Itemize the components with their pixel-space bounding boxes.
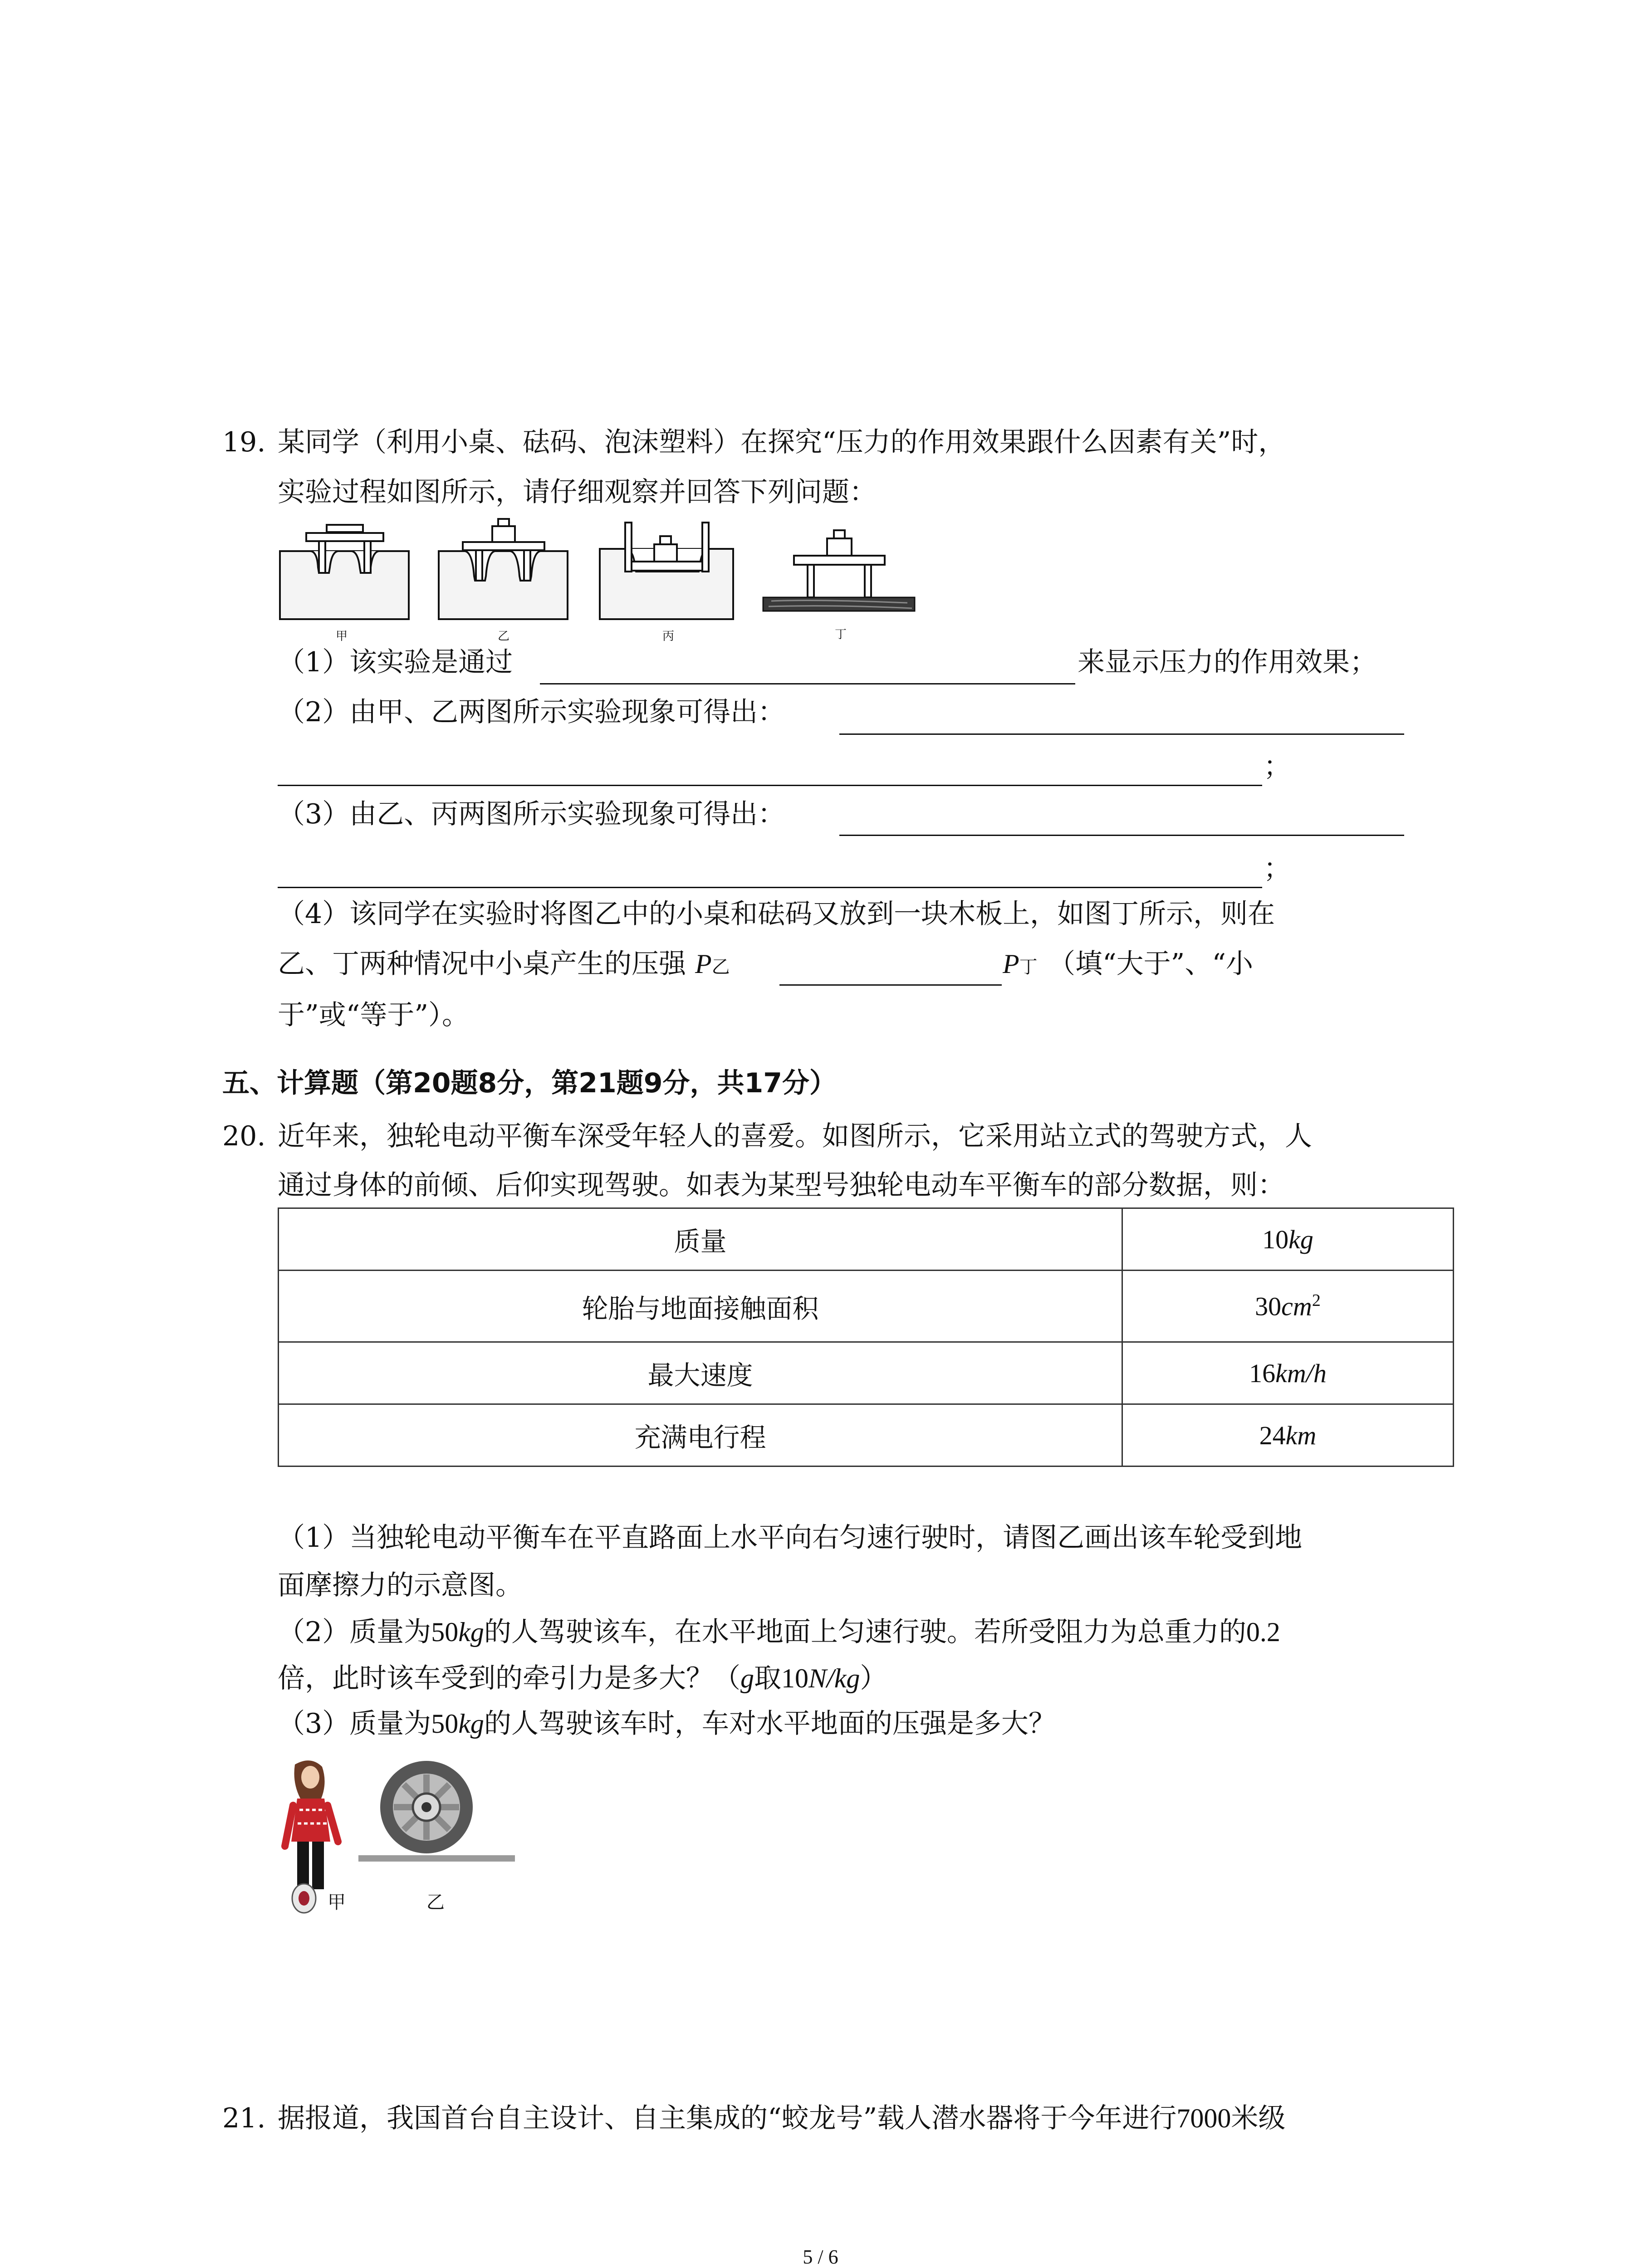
q19-p4-line2-prefix: 乙、丁两种情况中小桌产生的压强 xyxy=(278,948,686,980)
figure-wheel-label: 乙 xyxy=(426,1892,445,1913)
q19-p2-prefix: （2）由甲、乙两图所示实验现象可得出： xyxy=(278,696,785,728)
figure-bing xyxy=(599,522,735,621)
q19-p1-blank[interactable] xyxy=(540,683,1075,684)
value-superscript: 2 xyxy=(1312,1291,1321,1310)
table-cell-value xyxy=(1122,1208,1454,1271)
q21-stem-b: 米级 xyxy=(1231,2102,1286,2134)
q20-p2-a: （2）质量为 xyxy=(278,1616,431,1648)
q19-p3-blank-b[interactable] xyxy=(278,887,1262,888)
q20-p2-g: g xyxy=(740,1663,754,1693)
table-cell-label: 轮胎与地面接触面积 xyxy=(279,1271,1122,1342)
q19-p2-blank-b[interactable] xyxy=(278,785,1262,786)
q20-p1-line1: （1）当独轮电动平衡车在平直路面上水平向右匀速行驶时，请图乙画出该车轮受到地 xyxy=(278,1522,1303,1554)
p-subscript-ding: 丁 xyxy=(1019,957,1038,978)
figure-jia xyxy=(279,524,411,621)
value-unit: km xyxy=(1285,1420,1317,1450)
q19-p4-line1: （4）该同学在实验时将图乙中的小桌和砝码又放到一块木板上，如图丁所示，则在 xyxy=(278,898,1275,930)
q19-p1-suffix: 来显示压力的作用效果； xyxy=(1078,646,1377,678)
q20-p2-line2-c: ） xyxy=(860,1662,887,1694)
table-cell-value xyxy=(1122,1342,1454,1404)
value-unit: km/h xyxy=(1275,1358,1327,1388)
q20-p2-line2-b: 取 xyxy=(754,1662,781,1694)
q19-p4-line2-suffix: （填“大于”、“小 xyxy=(1048,948,1254,980)
q21-stem-a: 据报道，我国首台自主设计、自主集成的“蛟龙号”载人潜水器将于今年进行 xyxy=(278,2102,1177,2134)
q20-p2-line2 xyxy=(278,1662,887,1694)
p-yi-symbol xyxy=(695,950,730,981)
q19-p3-blank-a[interactable] xyxy=(839,835,1404,836)
p-subscript-yi: 乙 xyxy=(711,957,730,978)
value-unit: kg xyxy=(1288,1224,1313,1254)
q21-stem-num: 7000 xyxy=(1176,2103,1231,2133)
q21-stem xyxy=(278,2102,1286,2134)
figure-bing-label: 丙 xyxy=(662,630,675,643)
q20-p2-gunit: N/kg xyxy=(808,1663,860,1693)
q19-stem-line1: 某同学（利用小桌、砝码、泡沫塑料）在探究“压力的作用效果跟什么因素有关”时， xyxy=(278,426,1286,458)
table-row xyxy=(279,1404,1454,1466)
q20-p2-line1 xyxy=(278,1618,1280,1646)
q20-stem-line1: 近年来，独轮电动平衡车深受年轻人的喜爱。如图所示，它采用站立式的驾驶方式，人 xyxy=(278,1120,1312,1152)
figure-yi-label: 乙 xyxy=(498,630,510,643)
p-ding-symbol xyxy=(1003,950,1038,981)
section5-title: 五、计算题（第20题8分，第21题9分，共17分） xyxy=(222,1067,837,1099)
table-cell-label: 质量 xyxy=(279,1208,1122,1271)
p-symbol-2: P xyxy=(1003,949,1019,979)
q19-p2-blank-a[interactable] xyxy=(839,733,1404,735)
table-cell-value xyxy=(1122,1404,1454,1466)
q20-p2-unit: kg xyxy=(458,1617,484,1647)
figure-wheel xyxy=(358,1760,515,1869)
table-row xyxy=(279,1342,1454,1404)
value-number: 10 xyxy=(1262,1224,1289,1254)
table-row xyxy=(279,1208,1454,1271)
q20-number: 20. xyxy=(222,1120,266,1152)
q19-p3-prefix: （3）由乙、丙两图所示实验现象可得出： xyxy=(278,798,785,830)
value-number: 24 xyxy=(1259,1420,1286,1450)
q20-p1-line2: 面摩擦力的示意图。 xyxy=(278,1569,523,1601)
q19-number: 19. xyxy=(222,426,266,458)
figure-jia-label: 甲 xyxy=(336,630,348,643)
q19-p4-line3: 于”或“等于”）。 xyxy=(278,999,470,1031)
table-cell-label: 最大速度 xyxy=(279,1342,1122,1404)
figure-ding xyxy=(762,519,916,612)
q20-stem-line2: 通过身体的前倾、后仰实现驾驶。如表为某型号独轮电动车平衡车的部分数据，则： xyxy=(278,1169,1285,1201)
table-cell-label: 充满电行程 xyxy=(279,1404,1122,1466)
q20-p3-a: （3）质量为 xyxy=(278,1708,431,1740)
figure-yi xyxy=(438,517,569,621)
p-symbol: P xyxy=(695,949,712,979)
q20-p3-unit: kg xyxy=(458,1709,484,1739)
spec-table xyxy=(278,1207,1454,1467)
value-unit: cm xyxy=(1281,1291,1312,1321)
q19-stem-line2: 实验过程如图所示，请仔细观察并回答下列问题： xyxy=(278,476,877,508)
q20-p3-line xyxy=(278,1708,1056,1740)
q19-p1-prefix: （1）该实验是通过 xyxy=(278,646,513,678)
q20-p2-b: 的人驾驶该车，在水平地面上匀速行驶。若所受阻力为总重力的 xyxy=(484,1616,1246,1648)
q19-p3-semicolon: ； xyxy=(1264,853,1291,885)
value-number: 30 xyxy=(1255,1291,1282,1321)
page-number: 5 / 6 xyxy=(803,2246,838,2268)
value-number: 16 xyxy=(1249,1358,1276,1388)
q20-p3-mass: 50 xyxy=(431,1709,459,1739)
q21-number: 21. xyxy=(222,2102,266,2134)
figure-rider-label: 甲 xyxy=(328,1892,346,1913)
q19-p2-semicolon: ； xyxy=(1264,751,1291,782)
q20-p2-ratio: 0.2 xyxy=(1246,1617,1280,1647)
q19-p4-blank[interactable] xyxy=(779,984,1002,986)
q20-p2-gval: 10 xyxy=(781,1663,808,1693)
figure-ding-label: 丁 xyxy=(835,628,847,641)
q20-p2-mass: 50 xyxy=(431,1617,459,1647)
table-cell-value xyxy=(1122,1271,1454,1342)
table-row xyxy=(279,1271,1454,1342)
q20-p2-line2-a: 倍，此时该车受到的牵引力是多大？（ xyxy=(278,1662,740,1694)
q20-p3-b: 的人驾驶该车时，车对水平地面的压强是多大？ xyxy=(484,1708,1056,1740)
